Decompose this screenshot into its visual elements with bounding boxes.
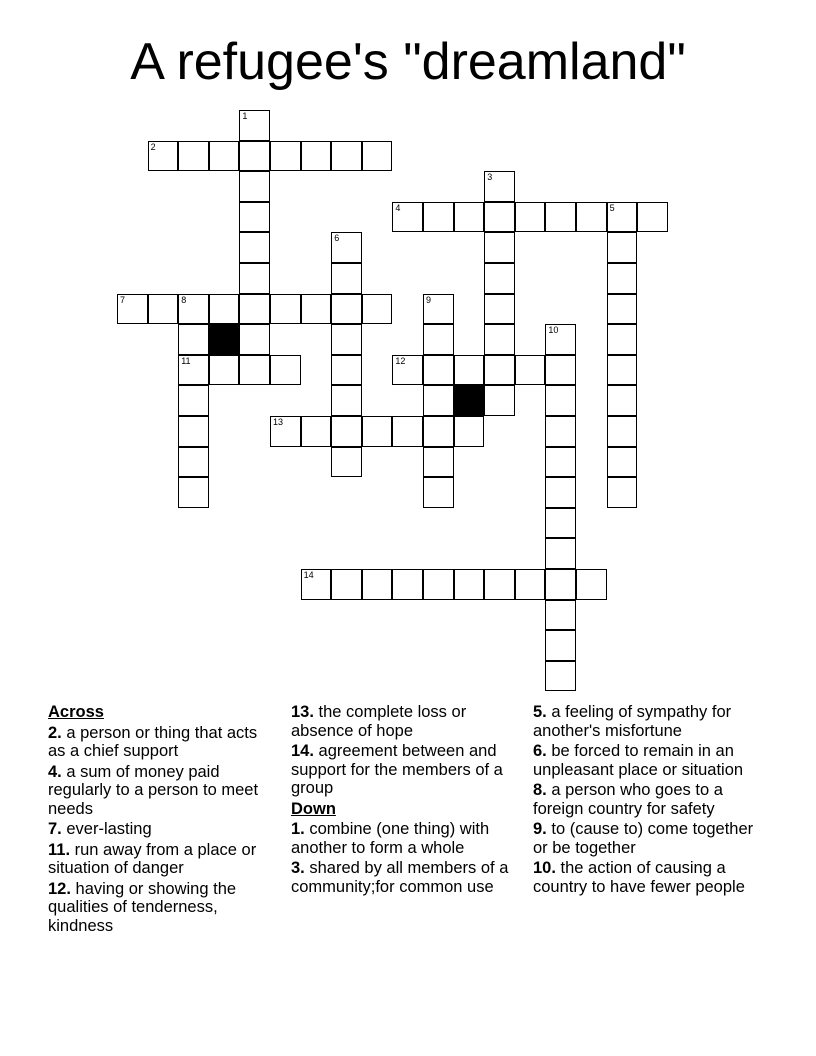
grid-cell[interactable] xyxy=(454,416,485,447)
grid-cell[interactable] xyxy=(423,385,454,416)
grid-cell[interactable] xyxy=(209,355,240,386)
cell-number: 2 xyxy=(150,141,156,152)
cell-number: 9 xyxy=(426,294,432,305)
grid-cell[interactable] xyxy=(484,569,515,600)
grid-cell[interactable] xyxy=(239,263,270,294)
grid-cell[interactable] xyxy=(178,294,209,325)
across-clue-2 xyxy=(48,724,278,761)
clue-number: 13. xyxy=(291,703,314,721)
grid-cell[interactable] xyxy=(454,202,485,233)
grid-cell[interactable] xyxy=(423,294,454,325)
grid-cell[interactable] xyxy=(454,355,485,386)
clue-number: 4. xyxy=(48,762,62,781)
grid-cell[interactable] xyxy=(331,355,362,386)
grid-cell[interactable] xyxy=(331,294,362,325)
grid-cell[interactable] xyxy=(209,141,240,172)
grid-cell[interactable] xyxy=(607,385,638,416)
clue-text: a feeling of sympathy for another's misfortune xyxy=(533,703,732,740)
grid-cell[interactable] xyxy=(301,569,332,600)
cell-number: 14 xyxy=(303,570,314,580)
grid-cell[interactable] xyxy=(484,171,515,202)
cell-number: 5 xyxy=(609,202,615,213)
grid-cell[interactable] xyxy=(607,416,638,447)
clue-number: 14. xyxy=(291,742,314,760)
grid-cell[interactable] xyxy=(545,508,576,539)
grid-cell[interactable] xyxy=(331,232,362,263)
clue-text: be forced to remain in an unpleasant place or situation xyxy=(533,742,744,779)
page-title: A refugee's "dreamland" xyxy=(130,33,686,91)
clue-text: run away from a place or situation of danger xyxy=(48,840,257,877)
across-clue-4 xyxy=(48,763,278,819)
grid-cell[interactable] xyxy=(607,324,638,355)
across-clue-14 xyxy=(291,742,526,798)
clue-number: 7. xyxy=(48,820,62,838)
across-clue-11 xyxy=(48,841,278,878)
grid-cell[interactable] xyxy=(239,110,270,141)
grid-cell[interactable] xyxy=(331,569,362,600)
grid-cell[interactable] xyxy=(637,202,668,233)
grid-cell[interactable] xyxy=(423,447,454,478)
clue-text: having or showing the qualities of tenderness, kindness xyxy=(48,879,237,935)
grid-cell[interactable] xyxy=(239,355,270,386)
down-clue-9 xyxy=(533,820,768,857)
grid-cell[interactable] xyxy=(331,324,362,355)
grid-cell[interactable] xyxy=(484,355,515,386)
across-heading: Across xyxy=(48,703,104,721)
grid-cell[interactable] xyxy=(331,416,362,447)
grid-cell[interactable] xyxy=(331,447,362,478)
grid-cell[interactable] xyxy=(362,416,393,447)
grid-cell[interactable] xyxy=(239,294,270,325)
clue-text: ever-lasting xyxy=(66,820,152,838)
cell-number: 4 xyxy=(395,202,401,213)
grid-cell[interactable] xyxy=(239,202,270,233)
grid-cell[interactable] xyxy=(392,355,423,386)
cell-number: 12 xyxy=(395,355,406,366)
grid-cell[interactable] xyxy=(331,385,362,416)
cell-number: 3 xyxy=(487,172,493,183)
clue-column-2 xyxy=(291,703,526,898)
grid-cell[interactable] xyxy=(515,355,546,386)
grid-cell[interactable] xyxy=(301,294,332,325)
grid-cell[interactable] xyxy=(484,263,515,294)
grid-cell[interactable] xyxy=(515,202,546,233)
clue-text: a person or thing that acts as a chief support xyxy=(48,723,258,760)
grid-cell[interactable] xyxy=(392,202,423,233)
clue-number: 10. xyxy=(533,859,556,877)
clue-number: 2. xyxy=(48,723,62,742)
grid-cell[interactable] xyxy=(545,202,576,233)
grid-cell[interactable] xyxy=(545,447,576,478)
across-clue-7 xyxy=(48,820,278,839)
clue-number: 6. xyxy=(533,742,547,760)
black-square xyxy=(454,385,485,416)
clue-number: 12. xyxy=(48,879,71,898)
clue-column-1 xyxy=(48,703,278,937)
grid-cell[interactable] xyxy=(545,661,576,692)
grid-cell[interactable] xyxy=(331,141,362,172)
grid-cell[interactable] xyxy=(148,141,179,172)
grid-cell[interactable] xyxy=(270,141,301,172)
down-clue-5 xyxy=(533,703,768,740)
cell-number: 8 xyxy=(181,294,187,305)
grid-cell[interactable] xyxy=(178,477,209,508)
grid-cell[interactable] xyxy=(423,355,454,386)
clue-number: 9. xyxy=(533,820,547,838)
grid-cell[interactable] xyxy=(545,600,576,631)
clue-text: agreement between and support for the members of a group xyxy=(291,742,503,797)
grid-cell[interactable] xyxy=(178,355,209,386)
grid-cell[interactable] xyxy=(576,569,607,600)
cell-number: 11 xyxy=(181,355,191,366)
clue-number: 1. xyxy=(291,820,305,838)
grid-cell[interactable] xyxy=(362,569,393,600)
grid-cell[interactable] xyxy=(607,294,638,325)
cell-number: 10 xyxy=(548,325,559,336)
clue-number: 3. xyxy=(291,859,305,877)
grid-cell[interactable] xyxy=(239,171,270,202)
grid-cell[interactable] xyxy=(178,416,209,447)
grid-cell[interactable] xyxy=(362,141,393,172)
grid-cell[interactable] xyxy=(545,538,576,569)
grid-cell[interactable] xyxy=(607,232,638,263)
grid-cell[interactable] xyxy=(545,385,576,416)
clue-number: 8. xyxy=(533,781,547,799)
grid-cell[interactable] xyxy=(545,477,576,508)
clue-text: to (cause to) come together or be together xyxy=(533,820,754,857)
grid-cell[interactable] xyxy=(545,569,576,600)
clue-text: the action of causing a country to have fewer people xyxy=(533,859,745,896)
cell-number: 13 xyxy=(273,417,284,427)
grid-cell[interactable] xyxy=(607,447,638,478)
cell-number: 1 xyxy=(242,111,248,121)
clue-text: combine (one thing) with another to form a whole xyxy=(291,820,490,857)
grid-cell[interactable] xyxy=(607,355,638,386)
across-clue-12 xyxy=(48,880,278,936)
down-clue-6 xyxy=(533,742,768,779)
grid-cell[interactable] xyxy=(545,324,576,355)
grid-cell[interactable] xyxy=(545,416,576,447)
down-clue-8 xyxy=(533,781,768,818)
grid-cell[interactable] xyxy=(607,477,638,508)
grid-cell[interactable] xyxy=(454,569,485,600)
grid-cell[interactable] xyxy=(239,324,270,355)
grid-cell[interactable] xyxy=(178,385,209,416)
cell-number: 7 xyxy=(120,294,126,305)
black-square xyxy=(209,324,240,355)
down-clue-10 xyxy=(533,859,768,896)
grid-cell[interactable] xyxy=(117,294,148,325)
grid-cell[interactable] xyxy=(148,294,179,325)
grid-cell[interactable] xyxy=(301,141,332,172)
down-clue-1 xyxy=(291,820,526,857)
grid-cell[interactable] xyxy=(423,416,454,447)
grid-cell[interactable] xyxy=(576,202,607,233)
cell-number: 6 xyxy=(334,233,340,244)
grid-cell[interactable] xyxy=(239,141,270,172)
grid-cell[interactable] xyxy=(423,202,454,233)
clue-number: 11. xyxy=(48,840,71,859)
grid-cell[interactable] xyxy=(545,355,576,386)
grid-cell[interactable] xyxy=(301,416,332,447)
grid-cell[interactable] xyxy=(423,477,454,508)
grid-cell[interactable] xyxy=(484,232,515,263)
grid-cell[interactable] xyxy=(484,294,515,325)
grid-cell[interactable] xyxy=(270,294,301,325)
grid-cell[interactable] xyxy=(607,263,638,294)
grid-cell[interactable] xyxy=(178,141,209,172)
grid-cell[interactable] xyxy=(392,569,423,600)
grid-cell[interactable] xyxy=(270,416,301,447)
clue-column-3 xyxy=(533,703,768,898)
down-heading: Down xyxy=(291,799,336,818)
down-clue-3 xyxy=(291,859,526,896)
grid-cell[interactable] xyxy=(178,447,209,478)
across-clue-13 xyxy=(291,703,526,740)
clue-text: a sum of money paid regularly to a person to meet needs xyxy=(48,762,259,818)
clue-number: 5. xyxy=(533,703,547,721)
grid-cell[interactable] xyxy=(331,263,362,294)
grid-cell[interactable] xyxy=(484,202,515,233)
grid-cell[interactable] xyxy=(607,202,638,233)
grid-cell[interactable] xyxy=(484,385,515,416)
clue-text: the complete loss or absence of hope xyxy=(291,703,467,740)
grid-cell[interactable] xyxy=(270,355,301,386)
grid-cell[interactable] xyxy=(515,569,546,600)
grid-cell[interactable] xyxy=(178,324,209,355)
grid-cell[interactable] xyxy=(545,630,576,661)
grid-cell[interactable] xyxy=(239,232,270,263)
grid-cell[interactable] xyxy=(423,324,454,355)
clue-text: shared by all members of a community;for common use xyxy=(291,859,509,896)
grid-cell[interactable] xyxy=(362,294,393,325)
grid-cell[interactable] xyxy=(423,569,454,600)
grid-cell[interactable] xyxy=(484,324,515,355)
grid-cell[interactable] xyxy=(209,294,240,325)
grid-cell[interactable] xyxy=(392,416,423,447)
clue-text: a person who goes to a foreign country for safety xyxy=(533,781,723,818)
